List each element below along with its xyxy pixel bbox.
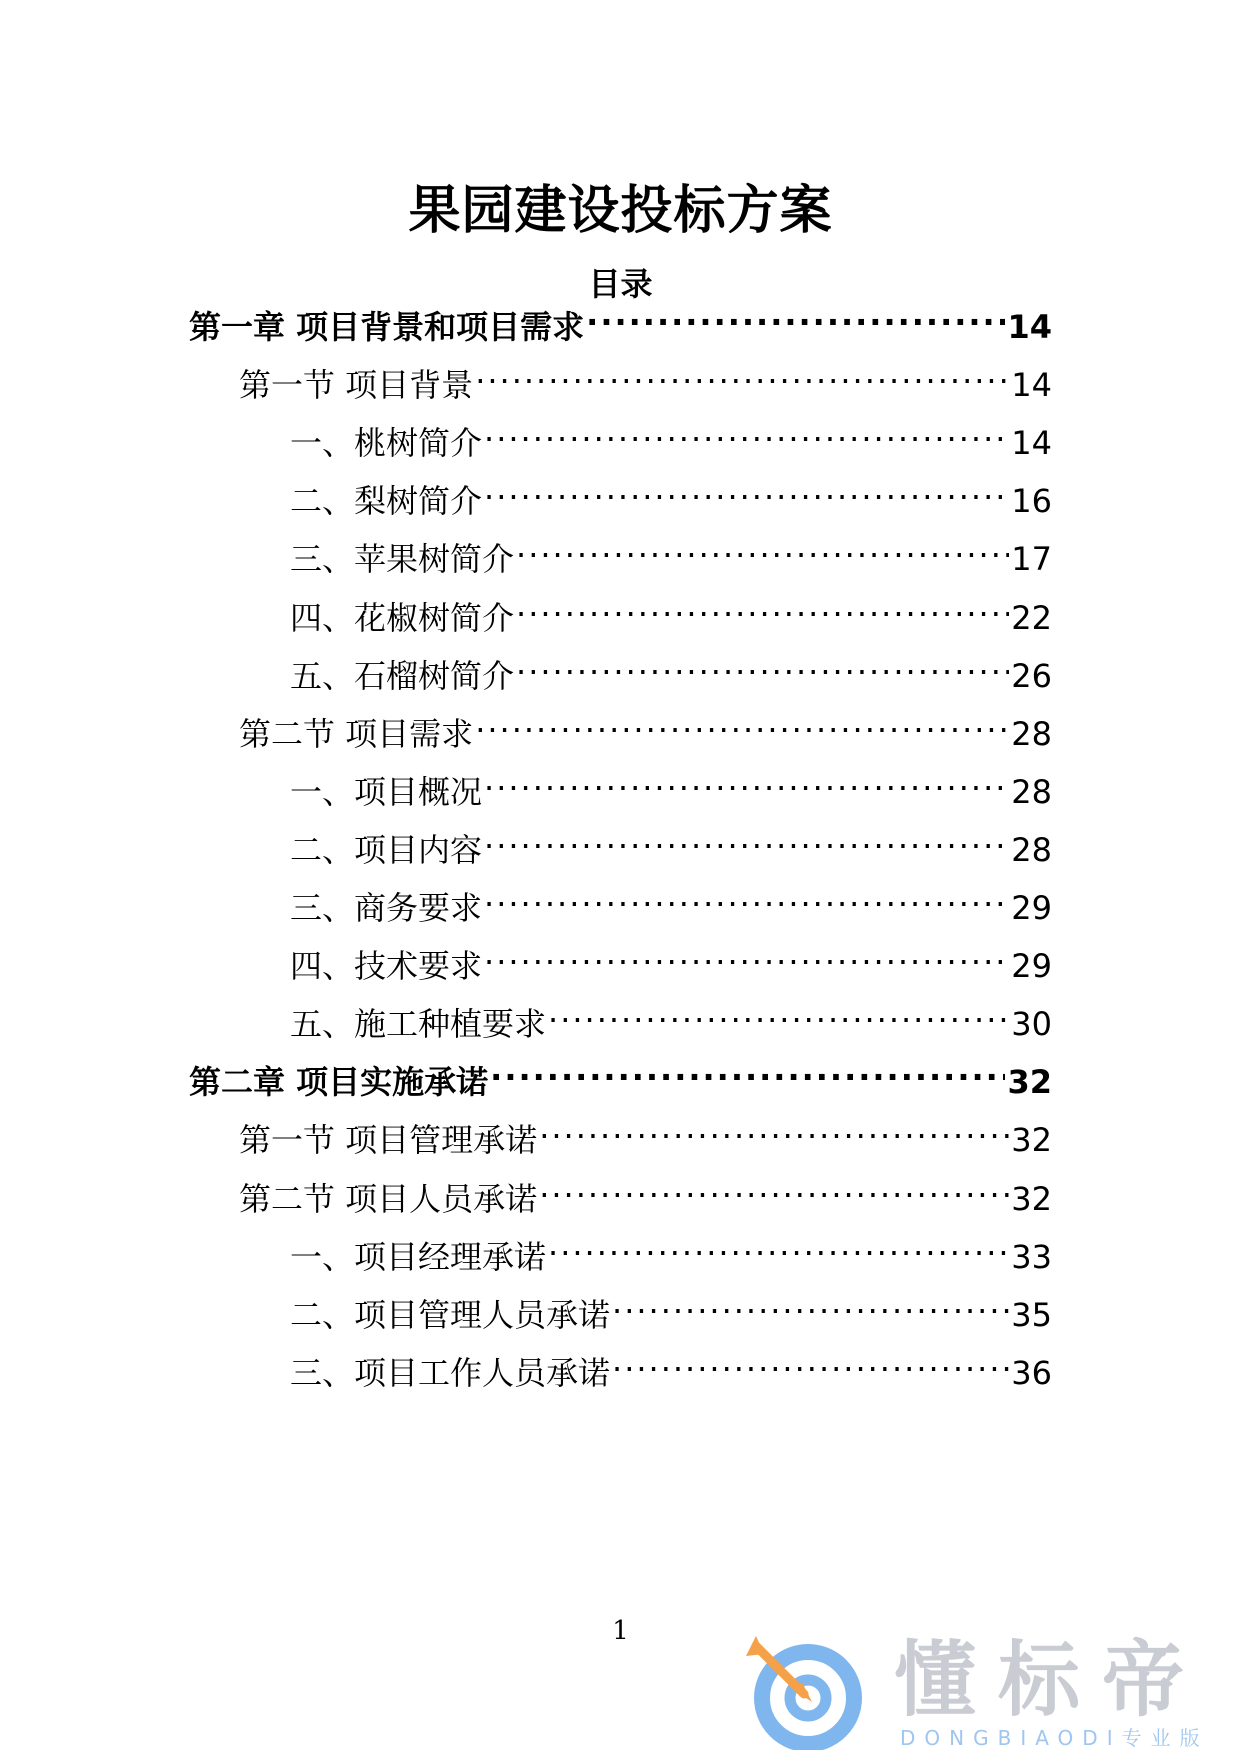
toc-entry-page: 16 <box>1011 482 1052 521</box>
toc-entry-page: 14 <box>1011 366 1052 405</box>
toc-leader-dots <box>484 929 1009 977</box>
toc-entry-text: 一、项目经理承诺 <box>290 1237 547 1276</box>
toc-entry[interactable] <box>290 464 1052 521</box>
toc-entry[interactable] <box>290 755 1052 811</box>
toc-entry[interactable] <box>189 290 1052 346</box>
toc-entry-page: 35 <box>1011 1295 1052 1334</box>
toc-entry[interactable] <box>290 1220 1052 1276</box>
toc-entry[interactable] <box>290 929 1052 986</box>
toc-entry-text: 二、项目管理人员承诺 <box>290 1295 611 1334</box>
toc-entry[interactable] <box>239 1103 1052 1160</box>
toc-entry-page: 28 <box>1011 714 1052 753</box>
toc-entry-text: 第二节 项目需求 <box>239 714 474 753</box>
toc-entry-page: 29 <box>1011 889 1052 927</box>
toc-leader-dots <box>516 581 1009 629</box>
toc-entry-text: 三、苹果树简介 <box>290 540 515 579</box>
toc-entry-page: 32 <box>1007 1063 1052 1102</box>
toc-entry-text: 二、项目内容 <box>290 830 483 869</box>
toc-leader-dots <box>475 348 1009 396</box>
toc-entry[interactable] <box>239 1162 1052 1218</box>
toc-leader-dots <box>539 1162 1009 1210</box>
toc-entry-text: 第一节 项目背景 <box>239 366 474 405</box>
toc-entry[interactable] <box>290 639 1052 695</box>
toc-entry[interactable] <box>290 871 1052 927</box>
toc-entry-text: 一、桃树简介 <box>290 424 483 463</box>
watermark-brand: 懂标帝 <box>894 1633 1207 1728</box>
toc-leader-dots <box>484 755 1009 803</box>
toc-entry-text: 三、项目工作人员承诺 <box>290 1353 611 1392</box>
watermark-subtitle: DONGBIAODI专业版 <box>900 1726 1209 1750</box>
toc-entry[interactable] <box>290 987 1052 1044</box>
toc-leader-dots <box>539 1103 1009 1151</box>
toc-leader-dots <box>516 522 1009 570</box>
toc-entry[interactable] <box>290 406 1052 463</box>
toc-entry-page: 36 <box>1011 1353 1052 1392</box>
toc-entry-text: 第二节 项目人员承诺 <box>239 1179 538 1218</box>
toc-entry-page: 32 <box>1011 1121 1052 1160</box>
watermark <box>742 1632 1222 1750</box>
toc-entry[interactable] <box>290 813 1052 869</box>
page-title: 果园建设投标方案 <box>408 181 833 241</box>
toc-leader-dots <box>484 871 1009 919</box>
toc-entry-page: 28 <box>1011 830 1052 869</box>
toc-entry-page: 33 <box>1011 1237 1052 1276</box>
page-number: 1 <box>612 1616 629 1646</box>
toc-heading: 目录 <box>588 265 653 303</box>
toc-leader-dots <box>484 406 1009 454</box>
toc-leader-dots <box>612 1336 1009 1384</box>
toc-leader-dots <box>612 1278 1009 1326</box>
toc-entry-page: 26 <box>1011 656 1052 695</box>
toc-entry[interactable] <box>189 1045 1052 1102</box>
toc-leader-dots <box>516 639 1009 687</box>
toc-entry[interactable] <box>290 522 1052 579</box>
toc-entry-page: 30 <box>1011 1005 1052 1044</box>
toc-entry-page: 17 <box>1011 540 1052 579</box>
toc-leader-dots <box>586 290 1005 338</box>
toc-entry-text: 三、商务要求 <box>290 889 483 927</box>
toc-entry[interactable] <box>290 1278 1052 1334</box>
toc-entry-text: 第一章 项目背景和项目需求 <box>189 308 585 346</box>
toc-entry-page: 32 <box>1011 1179 1052 1218</box>
toc-entry-page: 14 <box>1011 424 1052 463</box>
toc-leader-dots <box>484 464 1009 512</box>
toc-entry[interactable] <box>290 1336 1052 1392</box>
toc-entry-page: 29 <box>1011 947 1052 986</box>
toc-leader-dots <box>548 1220 1009 1268</box>
toc-entry-page: 14 <box>1007 308 1052 346</box>
toc-entry[interactable] <box>239 697 1052 753</box>
toc-entry-text: 第二章 项目实施承诺 <box>189 1063 489 1102</box>
target-arrow-icon <box>742 1632 872 1750</box>
toc-leader-dots <box>475 697 1009 745</box>
toc-leader-dots <box>484 813 1009 861</box>
toc-entry-text: 五、施工种植要求 <box>290 1005 547 1044</box>
toc-leader-dots <box>490 1045 1005 1093</box>
toc-entry-page: 28 <box>1011 772 1052 811</box>
toc-entry-text: 四、技术要求 <box>290 947 483 986</box>
toc-entry-page: 22 <box>1011 598 1052 637</box>
toc-entry-text: 一、项目概况 <box>290 772 483 811</box>
toc-leader-dots <box>548 987 1009 1035</box>
toc-entry-text: 四、花椒树简介 <box>290 598 515 637</box>
toc-entry[interactable] <box>239 348 1052 405</box>
toc-entry-text: 五、石榴树简介 <box>290 656 515 695</box>
toc-entry-text: 第一节 项目管理承诺 <box>239 1121 538 1160</box>
toc-entry[interactable] <box>290 581 1052 637</box>
toc-entry-text: 二、梨树简介 <box>290 482 483 521</box>
